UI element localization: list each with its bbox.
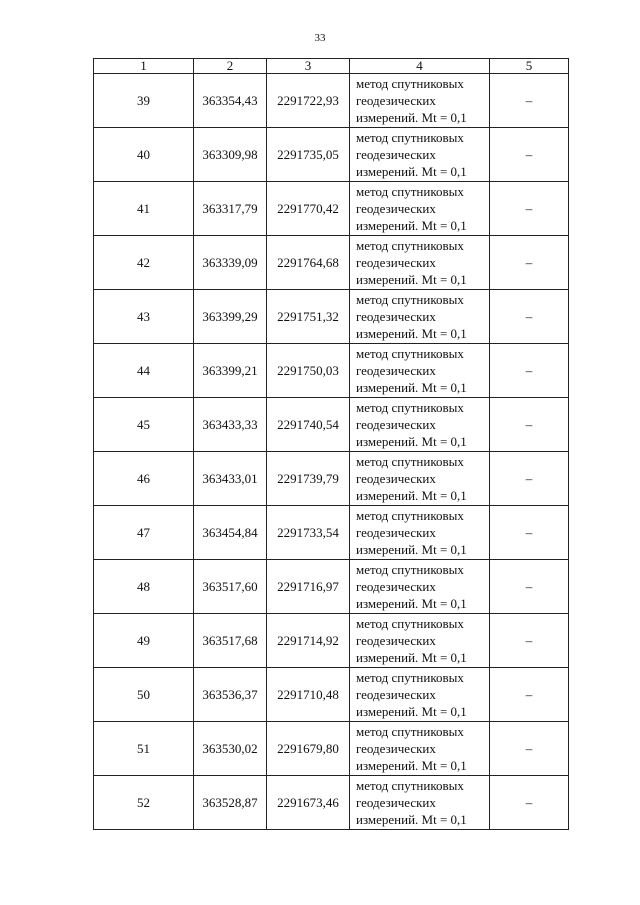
column-header-2: 2 <box>194 59 267 74</box>
method-text-line: измерений. Mt = 0,1 <box>356 326 467 341</box>
method-text-line: метод спутниковых <box>356 292 464 307</box>
y-coordinate-cell: 2291722,93 <box>267 74 350 128</box>
method-cell <box>350 74 490 128</box>
method-text-line: метод спутниковых <box>356 184 464 199</box>
method-cell <box>350 560 490 614</box>
note-cell: – <box>490 614 569 668</box>
method-text-line: геодезических <box>356 633 436 648</box>
method-text-line: метод спутниковых <box>356 76 464 91</box>
point-number-cell: 52 <box>94 776 194 830</box>
method-text-line: измерений. Mt = 0,1 <box>356 704 467 719</box>
method-text-line: измерений. Mt = 0,1 <box>356 758 467 773</box>
y-coordinate-cell: 2291770,42 <box>267 182 350 236</box>
method-text-line: геодезических <box>356 471 436 486</box>
method-text-line: геодезических <box>356 795 436 810</box>
table-row <box>94 236 569 290</box>
method-cell <box>350 668 490 722</box>
point-number-cell: 51 <box>94 722 194 776</box>
method-text-line: измерений. Mt = 0,1 <box>356 110 467 125</box>
point-number-cell: 46 <box>94 452 194 506</box>
note-cell: – <box>490 128 569 182</box>
y-coordinate-cell: 2291751,32 <box>267 290 350 344</box>
y-coordinate-cell: 2291710,48 <box>267 668 350 722</box>
point-number-cell: 42 <box>94 236 194 290</box>
method-text-line: геодезических <box>356 309 436 324</box>
point-number-cell: 39 <box>94 74 194 128</box>
method-text-line: геодезических <box>356 417 436 432</box>
method-text-line: геодезических <box>356 525 436 540</box>
method-text-line: геодезических <box>356 201 436 216</box>
table-row <box>94 614 569 668</box>
point-number-cell: 41 <box>94 182 194 236</box>
table-row <box>94 668 569 722</box>
method-cell <box>350 398 490 452</box>
table-row <box>94 128 569 182</box>
y-coordinate-cell: 2291679,80 <box>267 722 350 776</box>
y-coordinate-cell: 2291716,97 <box>267 560 350 614</box>
method-text-line: измерений. Mt = 0,1 <box>356 650 467 665</box>
method-text-line: геодезических <box>356 741 436 756</box>
column-header-1: 1 <box>94 59 194 74</box>
method-cell <box>350 128 490 182</box>
method-cell <box>350 182 490 236</box>
table-row <box>94 182 569 236</box>
method-text-line: метод спутниковых <box>356 616 464 631</box>
method-text-line: геодезических <box>356 147 436 162</box>
method-text-line: метод спутниковых <box>356 778 464 793</box>
method-cell <box>350 722 490 776</box>
note-cell: – <box>490 506 569 560</box>
method-text-line: измерений. Mt = 0,1 <box>356 596 467 611</box>
table-row <box>94 452 569 506</box>
method-text-line: метод спутниковых <box>356 454 464 469</box>
x-coordinate-cell: 363454,84 <box>194 506 267 560</box>
method-text-line: измерений. Mt = 0,1 <box>356 434 467 449</box>
x-coordinate-cell: 363399,29 <box>194 290 267 344</box>
point-number-cell: 40 <box>94 128 194 182</box>
note-cell: – <box>490 290 569 344</box>
table-body <box>94 74 569 830</box>
y-coordinate-cell: 2291739,79 <box>267 452 350 506</box>
point-number-cell: 49 <box>94 614 194 668</box>
method-text-line: геодезических <box>356 93 436 108</box>
column-header-3: 3 <box>267 59 350 74</box>
table-row <box>94 776 569 830</box>
method-text-line: геодезических <box>356 363 436 378</box>
table-row <box>94 398 569 452</box>
y-coordinate-cell: 2291673,46 <box>267 776 350 830</box>
point-number-cell: 43 <box>94 290 194 344</box>
note-cell: – <box>490 182 569 236</box>
x-coordinate-cell: 363517,60 <box>194 560 267 614</box>
method-text-line: измерений. Mt = 0,1 <box>356 164 467 179</box>
method-text-line: метод спутниковых <box>356 130 464 145</box>
method-text-line: измерений. Mt = 0,1 <box>356 812 467 827</box>
method-text-line: метод спутниковых <box>356 724 464 739</box>
method-text-line: метод спутниковых <box>356 508 464 523</box>
x-coordinate-cell: 363517,68 <box>194 614 267 668</box>
point-number-cell: 45 <box>94 398 194 452</box>
column-header-5: 5 <box>490 59 569 74</box>
note-cell: – <box>490 74 569 128</box>
x-coordinate-cell: 363433,01 <box>194 452 267 506</box>
x-coordinate-cell: 363399,21 <box>194 344 267 398</box>
note-cell: – <box>490 668 569 722</box>
y-coordinate-cell: 2291714,92 <box>267 614 350 668</box>
method-text-line: измерений. Mt = 0,1 <box>356 542 467 557</box>
method-text-line: геодезических <box>356 579 436 594</box>
method-text-line: метод спутниковых <box>356 346 464 361</box>
table-row <box>94 506 569 560</box>
method-text-line: геодезических <box>356 255 436 270</box>
x-coordinate-cell: 363354,43 <box>194 74 267 128</box>
method-cell <box>350 506 490 560</box>
method-cell <box>350 344 490 398</box>
method-text-line: измерений. Mt = 0,1 <box>356 380 467 395</box>
x-coordinate-cell: 363339,09 <box>194 236 267 290</box>
note-cell: – <box>490 344 569 398</box>
point-number-cell: 48 <box>94 560 194 614</box>
method-cell <box>350 614 490 668</box>
method-cell <box>350 452 490 506</box>
table-row <box>94 560 569 614</box>
y-coordinate-cell: 2291764,68 <box>267 236 350 290</box>
table-row <box>94 290 569 344</box>
method-text-line: измерений. Mt = 0,1 <box>356 272 467 287</box>
y-coordinate-cell: 2291735,05 <box>267 128 350 182</box>
column-header-4: 4 <box>350 59 490 74</box>
y-coordinate-cell: 2291750,03 <box>267 344 350 398</box>
note-cell: – <box>490 776 569 830</box>
note-cell: – <box>490 236 569 290</box>
note-cell: – <box>490 722 569 776</box>
y-coordinate-cell: 2291733,54 <box>267 506 350 560</box>
page-number: 33 <box>314 32 326 44</box>
method-text-line: метод спутниковых <box>356 562 464 577</box>
method-cell <box>350 236 490 290</box>
method-text-line: измерений. Mt = 0,1 <box>356 488 467 503</box>
x-coordinate-cell: 363536,37 <box>194 668 267 722</box>
point-number-cell: 50 <box>94 668 194 722</box>
method-cell <box>350 776 490 830</box>
table-row <box>94 344 569 398</box>
method-text-line: метод спутниковых <box>356 400 464 415</box>
note-cell: – <box>490 398 569 452</box>
x-coordinate-cell: 363317,79 <box>194 182 267 236</box>
table-header-row <box>94 59 569 74</box>
method-text-line: метод спутниковых <box>356 670 464 685</box>
x-coordinate-cell: 363309,98 <box>194 128 267 182</box>
x-coordinate-cell: 363433,33 <box>194 398 267 452</box>
y-coordinate-cell: 2291740,54 <box>267 398 350 452</box>
note-cell: – <box>490 560 569 614</box>
note-cell: – <box>490 452 569 506</box>
method-text-line: геодезических <box>356 687 436 702</box>
table-row <box>94 74 569 128</box>
point-number-cell: 47 <box>94 506 194 560</box>
coordinates-table <box>93 58 569 830</box>
x-coordinate-cell: 363530,02 <box>194 722 267 776</box>
method-text-line: измерений. Mt = 0,1 <box>356 218 467 233</box>
x-coordinate-cell: 363528,87 <box>194 776 267 830</box>
method-cell <box>350 290 490 344</box>
method-text-line: метод спутниковых <box>356 238 464 253</box>
table-row <box>94 722 569 776</box>
point-number-cell: 44 <box>94 344 194 398</box>
